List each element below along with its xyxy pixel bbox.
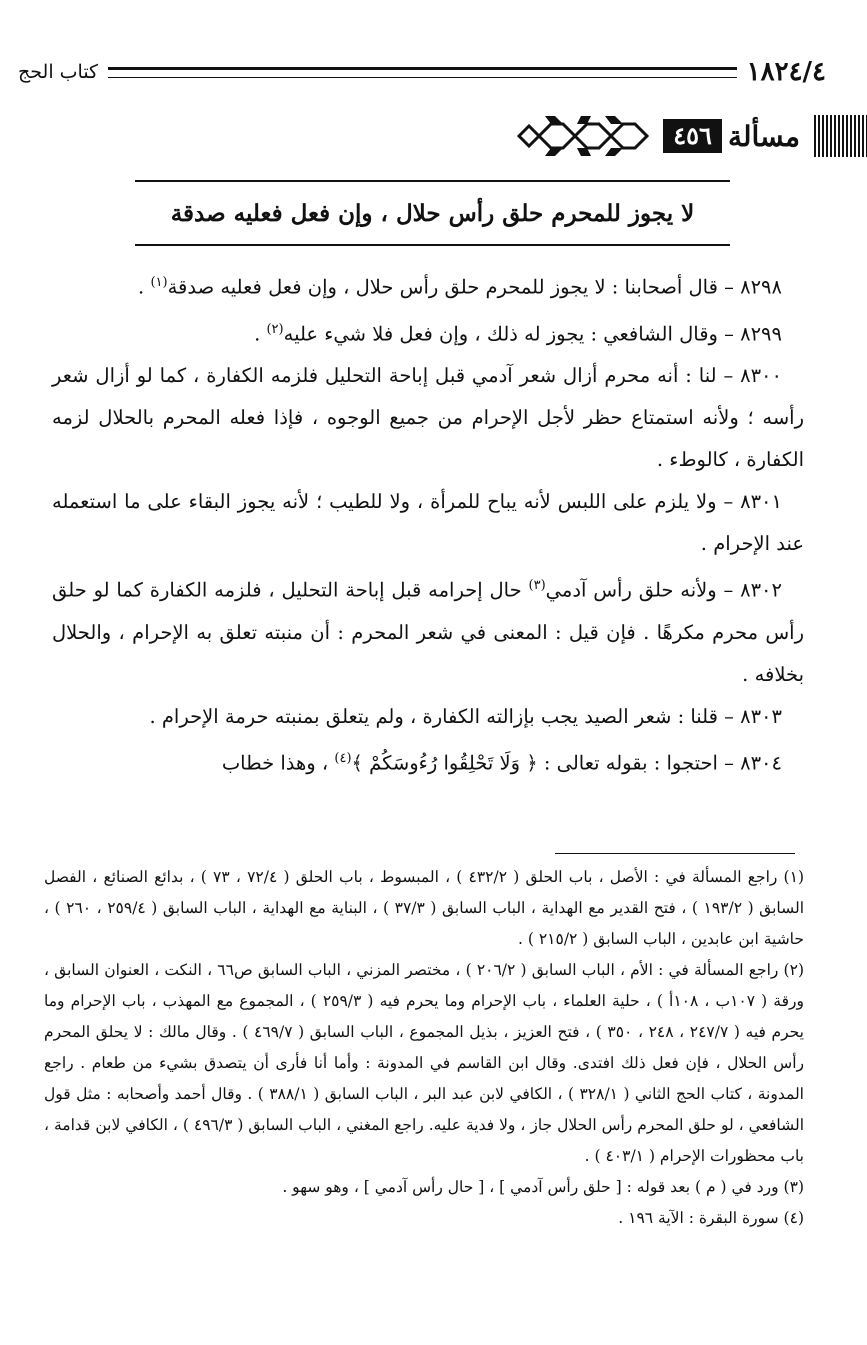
footnote-marker: (٣) bbox=[528, 578, 546, 593]
running-header bbox=[18, 52, 826, 92]
paragraph-8301: ٨٣٠١ – ولا يلزم على اللبس لأنه يباح للمرأة ، ولا للطيب ؛ لأنه يجوز البقاء على ما استعمله عند الإحرام . bbox=[52, 490, 804, 555]
paragraph-8302: ٨٣٠٢ – ولأنه حلق رأس آدمي$^{(٣)}$ حال إحرامه قبل إباحة التحليل ، فلزمه الكفارة كما لو حلق رأس محرم مكرهًا . فإن قيل : المعنى في شعر المحرم : أن منبته تعلق به الإحرام ، والحلال بخلافه . bbox=[52, 578, 804, 686]
footnote-4: (٤) سورة البقرة : الآية ١٩٦ . bbox=[618, 1209, 804, 1227]
masala-banner bbox=[18, 110, 867, 162]
footnotes bbox=[44, 862, 804, 1234]
footnote-marker: (٢) bbox=[266, 321, 284, 337]
footnote-1: (١) راجع المسألة في : الأصل ، باب الحلق ( ٤٣٢/٢ ) ، المبسوط ، باب الحلق ( ٧٢/٤ ، ٧٣ ) ، بدائع الصنائع ، الفصل السابق ( ١٩٣/٢ ) ، فتح القدير مع الهداية ، الباب السابق ( ٣٧/٣ ) ، البناية مع الهداية ، الباب السابق ( ٢٥٩/٤ ، ٢٦٠ ) ، حاشية ابن عابدين ، الباب السابق ( ٢١٥/٢ ) . bbox=[44, 868, 804, 948]
issue-title-box bbox=[135, 180, 730, 246]
masala-label: مسألة bbox=[727, 119, 800, 153]
geometric-ornament-icon bbox=[515, 112, 655, 160]
footnote-3: (٣) ورد في ( م ) بعد قوله : [ حلق رأس آدمي ] ، [ حال رأس آدمي ] ، وهو سهو . bbox=[282, 1178, 804, 1196]
main-text bbox=[52, 262, 804, 784]
masala-number: ٤٥٦ bbox=[663, 119, 722, 153]
paragraph-8300: ٨٣٠٠ – لنا : أنه محرم أزال شعر آدمي قبل إباحة التحليل فلزمه الكفارة ، كما لو أزال شعر رأسه ؛ ولأنه استمتاع حظر لأجل الإحرام من جميع الوجوه ، فإذا فعله المحرم بالحلال لزمه الكفارة ، كالوطء . bbox=[52, 364, 804, 471]
barcode-ornament bbox=[810, 115, 867, 157]
paragraph-8303: ٨٣٠٣ – قلنا : شعر الصيد يجب بإزالته الكفارة ، ولم يتعلق بمنبته حرمة الإحرام . bbox=[149, 704, 782, 728]
footnote-separator bbox=[555, 853, 795, 854]
footnote-marker: (٤) bbox=[334, 750, 352, 766]
book-title: كتاب الحج bbox=[18, 61, 99, 83]
header-rule bbox=[108, 67, 737, 78]
paragraph-8304: ٨٣٠٤ – احتجوا : بقوله تعالى : ﴿ وَلَا تَحْلِقُوا رُءُوسَكُمْ ﴾$^{(٤)}$ ، وهذا خطاب bbox=[221, 750, 782, 774]
paragraph-8298: ٨٢٩٨ – قال أصحابنا : لا يجوز للمحرم حلق رأس حلال ، وإن فعل فعليه صدقة$^{(١)}$ . bbox=[138, 275, 782, 299]
footnote-marker: (١) bbox=[150, 275, 168, 290]
footnote-2: (٢) راجع المسألة في : الأم ، الباب السابق ( ٢٠٦/٢ ) ، مختصر المزني ، الباب السابق ص٦٦ ، النكت ، العنوان السابق ، ورقة ( ١٠٧ب ، ١٠٨أ ) ، حلية العلماء ، باب الإحرام وما يحرم فيه ( ٢٥٩/٣ ) ، المجموع مع المهذب ، باب الإحرام وما يحرم فيه ( ٢٤٧/٧ ، ٢٤٨ ، ٣٥٠ ) ، فتح العزيز ، بذيل المجموع ، الباب السابق ( ٤٦٩/٧ ) . وقال مالك : لا يحلق المحرم رأس الحلال ، فإن فعل ذلك افتدى. وقال ابن القاسم في المدونة : وأما أنا فأرى أن يتصدق بشيء من طعام . راجع المدونة ، كتاب الحج الثاني ( ٣٢٨/١ ) ، الكافي لابن عبد البر ، الباب السابق ( ٣٨٨/١ ) . وقال أحمد وأصحابه : مثل قول الشافعي ، لو حلق المحرم رأس الحلال جاز ، ولا فدية عليه. راجع المغني ، الباب السابق ( ٤٩٦/٣ ) ، الكافي لابن قدامة ، باب محظورات الإحرام ( ٤٠٣/١ ) . bbox=[44, 961, 804, 1165]
issue-title: لا يجوز للمحرم حلق رأس حلال ، وإن فعل فعليه صدقة bbox=[170, 199, 695, 227]
page-reference: ١٨٢٤/٤ bbox=[746, 57, 826, 87]
paragraph-8299: ٨٢٩٩ – وقال الشافعي : يجوز له ذلك ، وإن فعل فلا شيء عليه$^{(٢)}$ . bbox=[254, 321, 782, 345]
